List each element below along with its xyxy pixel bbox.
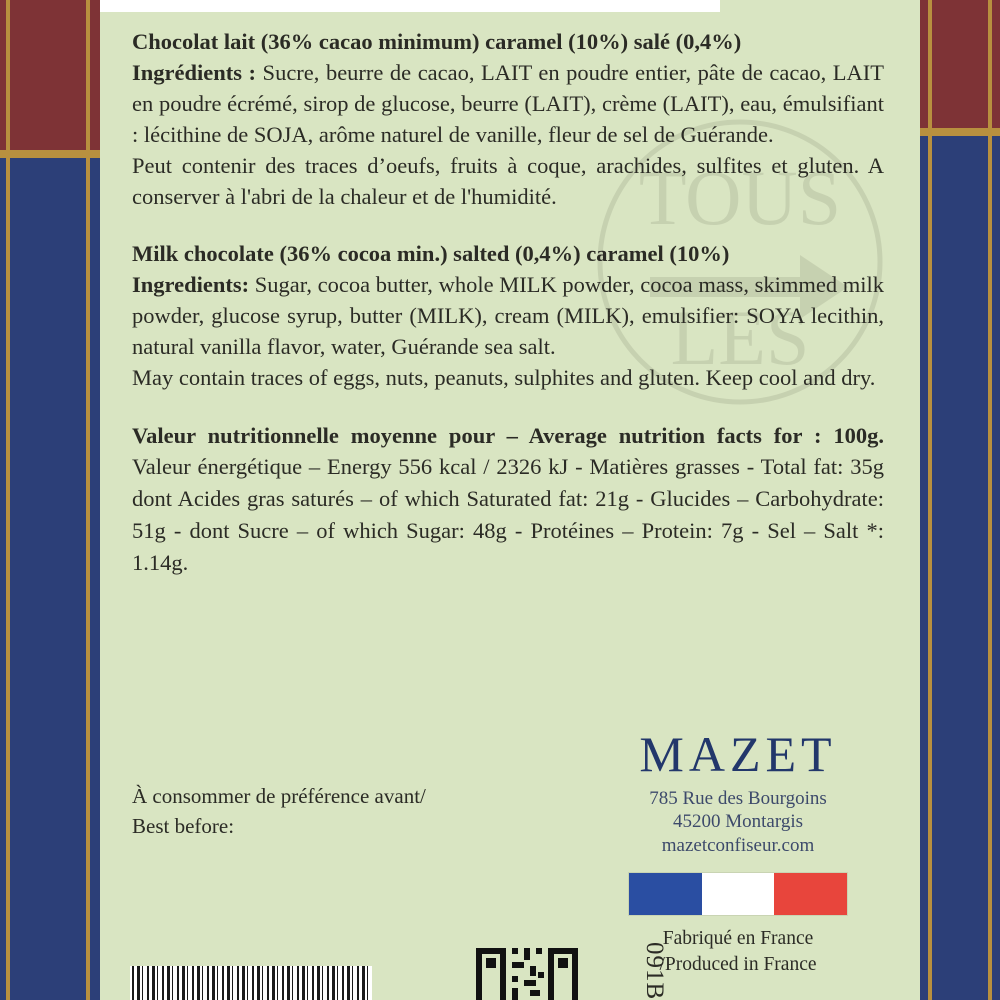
label-text-content: [100, 0, 920, 579]
best-before-block: [132, 782, 426, 842]
qr-code-icon: [472, 942, 590, 1000]
french-ingredients: [132, 57, 884, 150]
left-band-red-section: [0, 0, 100, 150]
section-spacer-1: [132, 212, 884, 238]
nutrition-facts-section: [132, 420, 884, 580]
right-decorative-band: [920, 0, 1000, 1000]
section-spacer-2: [132, 394, 884, 420]
left-band-gold-line-top: [0, 150, 100, 158]
english-ingredients-label: Ingredients:: [132, 272, 250, 298]
label-top-white-strip: [100, 0, 720, 12]
right-band-inner-gold-stripe: [988, 0, 992, 1000]
batch-code-vertical: 091B: [641, 941, 668, 1000]
best-before-line-1: À consommer de préférence avant/: [132, 784, 426, 808]
made-in-line-2: /Produced in France: [659, 953, 817, 975]
nutrition-values: Valeur énergétique – Energy 556 kcal / 2326 kJ - Matières grasses - Total fat: 35g dont Acides gras saturés – of which Saturated fat: 21g - Glucides – Carbohydrate: 51g - dont Sucre – of which Sugar: 48g - Protéines – Protein: 7g - Sel – Salt *: 1.14g.: [132, 454, 884, 576]
english-product-title: Milk chocolate (36% cocoa min.) salted (0,4%) caramel (10%): [132, 241, 730, 267]
svg-text:TOUS: TOUS: [638, 154, 842, 241]
nutrition-label-panel: [100, 0, 920, 1000]
svg-text:LES: LES: [670, 294, 810, 381]
french-section: [132, 26, 884, 212]
english-ingredients: [132, 269, 884, 362]
best-before-line-2: Best before:: [132, 813, 235, 838]
left-band-inner-gold-stripe: [6, 0, 10, 1000]
flag-white-stripe: [702, 873, 775, 915]
barcode-icon: [130, 966, 372, 1000]
made-in-france-note: [588, 926, 888, 977]
english-section: [132, 238, 884, 393]
brand-name: MAZET: [639, 726, 837, 782]
right-band-inner-gold-stripe-2: [928, 0, 932, 1000]
brand-address-line-1: 785 Rue des Bourgoins: [649, 787, 827, 809]
flag-red-stripe: [774, 873, 847, 915]
english-ingredients-text: Sugar, cocoa butter, whole MILK powder, cocoa mass, skimmed milk powder, glucose syrup, butter (MILK), cream (MILK), emulsifier: SOYA lecithin, natural vanilla flavor, water, Guérande sea salt.: [132, 272, 884, 360]
flag-blue-stripe: [629, 873, 702, 915]
brand-address-line-2: 45200 Montargis: [672, 811, 803, 833]
nutrition-heading: Valeur nutritionnelle moyenne pour – Average nutrition facts for : 100g.: [132, 422, 884, 448]
left-band-blue-section: [0, 158, 100, 1000]
brand-address: [588, 787, 888, 859]
left-decorative-band: [0, 0, 100, 1000]
left-band-inner-gold-stripe-2: [86, 0, 90, 1000]
brand-block: [588, 728, 888, 977]
french-ingredients-label: Ingrédients :: [132, 60, 257, 86]
french-flag-icon: [628, 872, 848, 916]
brand-website: mazetconfiseur.com: [661, 835, 815, 857]
french-ingredients-text: Sucre, beurre de cacao, LAIT en poudre entier, pâte de cacao, LAIT en poudre écrémé, sirop de glucose, beurre (LAIT), crème (LAIT), eau, émulsifiant : lécithine de SOJA, arôme naturel de vanille, fleur de sel de Guérande.: [132, 60, 884, 148]
english-traces-note: May contain traces of eggs, nuts, peanuts, sulphites and gluten. Keep cool and dry.: [132, 365, 876, 391]
made-in-line-1: Fabriqué en France: [662, 928, 814, 950]
french-product-title: Chocolat lait (36% cacao minimum) caramel (10%) salé (0,4%): [132, 29, 742, 54]
french-traces-note: Peut contenir des traces d’oeufs, fruits à coque, arachides, sulfites et gluten. A conserver à l'abri de la chaleur et de l'humidité.: [132, 153, 884, 210]
label-bottom-area: [100, 700, 920, 1000]
